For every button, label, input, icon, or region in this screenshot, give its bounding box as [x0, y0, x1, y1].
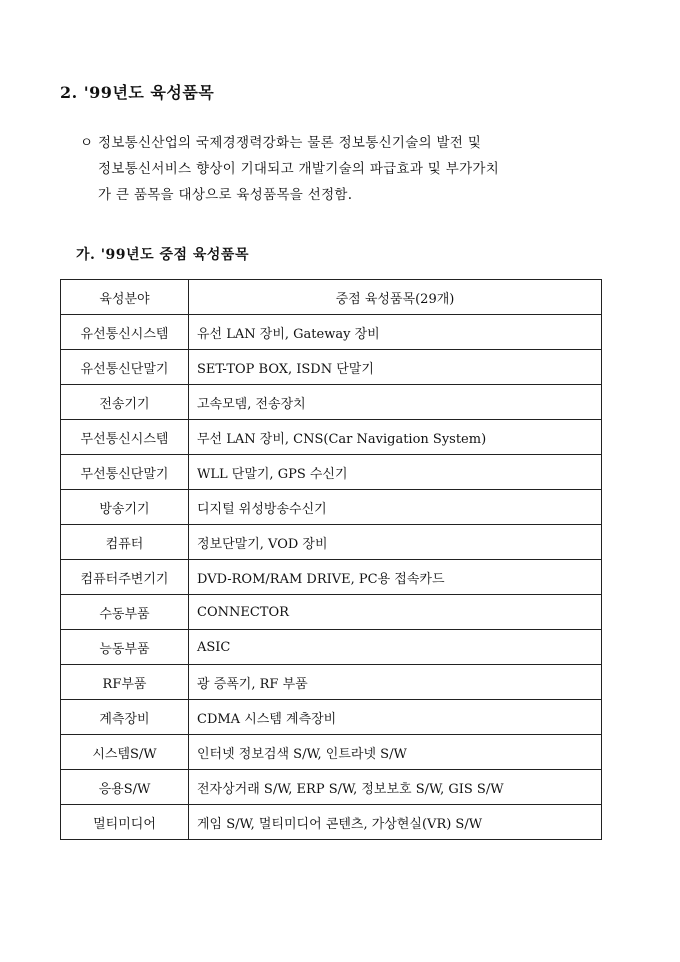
- table-row: [61, 560, 602, 595]
- cell-products: CONNECTOR: [189, 595, 602, 630]
- cell-field: 전송기기: [61, 385, 189, 420]
- table-row: [61, 315, 602, 350]
- cell-field: 수동부품: [61, 595, 189, 630]
- table-row: [61, 420, 602, 455]
- sub-section-title: 가. '99년도 중점 육성품목: [76, 247, 249, 263]
- cell-products: 광 증폭기, RF 부품: [189, 665, 602, 700]
- cell-products: 인터넷 정보검색 S/W, 인트라넷 S/W: [189, 735, 602, 770]
- cell-products: 게임 S/W, 멀티미디어 콘텐츠, 가상현실(VR) S/W: [189, 805, 602, 840]
- cell-products: 유선 LAN 장비, Gateway 장비: [189, 315, 602, 350]
- cell-field: 컴퓨터: [61, 525, 189, 560]
- bullet-mark: ㅇ: [80, 135, 94, 151]
- cell-products: 전자상거래 S/W, ERP S/W, 정보보호 S/W, GIS S/W: [189, 770, 602, 805]
- table-row: [61, 735, 602, 770]
- bullet-line: [80, 130, 600, 156]
- bullet-paragraph: [80, 130, 600, 208]
- table-row: [61, 490, 602, 525]
- table-row: [61, 770, 602, 805]
- column-header-field: 육성분야: [61, 280, 189, 315]
- cell-field: 방송기기: [61, 490, 189, 525]
- cell-products: 고속모뎀, 전송장치: [189, 385, 602, 420]
- cell-products: CDMA 시스템 계측장비: [189, 700, 602, 735]
- bullet-line: 정보통신서비스 향상이 기대되고 개발기술의 파급효과 및 부가가치: [98, 161, 500, 177]
- column-header-products: 중점 육성품목(29개): [189, 280, 602, 315]
- cell-field: RF부품: [61, 665, 189, 700]
- cell-field: 시스템S/W: [61, 735, 189, 770]
- section-title: 2. '99년도 육성품목: [60, 83, 215, 102]
- table-body: [61, 315, 602, 840]
- cell-field: 멀티미디어: [61, 805, 189, 840]
- cell-products: SET-TOP BOX, ISDN 단말기: [189, 350, 602, 385]
- cell-products: 무선 LAN 장비, CNS(Car Navigation System): [189, 420, 602, 455]
- table-row: [61, 455, 602, 490]
- cell-products: DVD-ROM/RAM DRIVE, PC용 접속카드: [189, 560, 602, 595]
- table-row: [61, 385, 602, 420]
- table-row: [61, 595, 602, 630]
- cell-products: 디지털 위성방송수신기: [189, 490, 602, 525]
- cell-products: WLL 단말기, GPS 수신기: [189, 455, 602, 490]
- table-row: [61, 350, 602, 385]
- cell-products: 정보단말기, VOD 장비: [189, 525, 602, 560]
- bullet-text: 정보통신산업의 국제경쟁력강화는 물론 정보통신기술의 발전 및: [98, 135, 482, 151]
- table-row: [61, 525, 602, 560]
- cell-products: ASIC: [189, 630, 602, 665]
- table-row: [61, 805, 602, 840]
- table-row: [61, 665, 602, 700]
- cell-field: 무선통신시스템: [61, 420, 189, 455]
- table-row: [61, 700, 602, 735]
- table-row: [61, 630, 602, 665]
- cell-field: 유선통신시스템: [61, 315, 189, 350]
- cell-field: 컴퓨터주변기기: [61, 560, 189, 595]
- cell-field: 계측장비: [61, 700, 189, 735]
- cell-field: 능동부품: [61, 630, 189, 665]
- table-header-row: [61, 280, 602, 315]
- cell-field: 응용S/W: [61, 770, 189, 805]
- cell-field: 무선통신단말기: [61, 455, 189, 490]
- products-table: [60, 279, 602, 840]
- cell-field: 유선통신단말기: [61, 350, 189, 385]
- bullet-line: 가 큰 품목을 대상으로 육성품목을 선정함.: [98, 187, 353, 203]
